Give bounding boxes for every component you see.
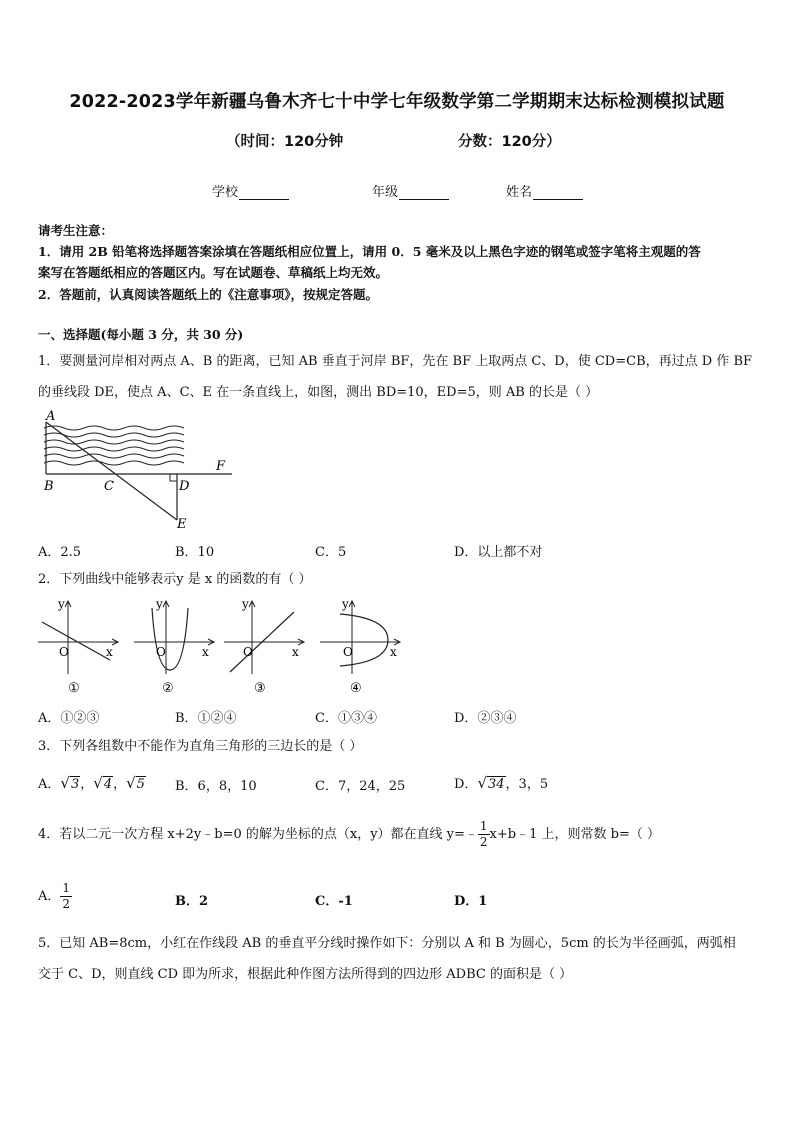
q1-line2: 的垂线段 DE，使点 A、C、E 在一条直线上，如图，测出 BD=10，ED=5，则 AB 的长是（ ） — [38, 385, 599, 400]
graph-2-number: ② — [162, 681, 174, 696]
right-angle-mark — [170, 474, 177, 481]
exam-score: 分数：120分） — [458, 134, 561, 150]
notice-item1-line2: 案写在答题纸相应的答题区内。写在试题卷、草稿纸上均无效。 — [38, 265, 389, 280]
graph-3-y-label: y — [242, 598, 249, 611]
q1-option-b[interactable]: B．10 — [175, 545, 215, 560]
river-waves — [44, 426, 184, 465]
q4-option-b[interactable]: B．2 — [175, 894, 209, 909]
q5-line2: 交于 C、D，则直线 CD 即为所求，根据此种作图方法所得到的四边形 ADBC 的面积是（ ） — [38, 967, 573, 982]
graph-4-x-label: x — [390, 645, 397, 659]
exam-title: 2022-2023学年新疆乌鲁木齐七十中学七年级数学第二学期期末达标检测模拟试题 — [69, 92, 725, 112]
sqrt-34: √34 — [477, 774, 505, 792]
section1-heading: 一、选择题(每小题 3 分，共 30 分) — [38, 327, 244, 342]
school-blank[interactable] — [239, 185, 289, 200]
q2-option-b[interactable]: B．①②④ — [175, 711, 237, 726]
q5-line1: 5．已知 AB=8cm，小红在作线段 AB 的垂直平分线时操作如下：分别以 A 和 B 为圆心，5cm 的长为半径画弧，两弧相 — [38, 936, 736, 951]
q3-line1: 3．下列各组数中不能作为直角三角形的三边长的是（ ） — [38, 739, 363, 754]
graph-3-origin: O — [243, 645, 253, 659]
grade-label: 年级 — [372, 185, 399, 200]
graph-1-origin: O — [59, 645, 69, 659]
q2-line1: 2．下列曲线中能够表示y 是 x 的函数的有（ ） — [38, 572, 312, 587]
q2-graph-4 — [318, 598, 402, 696]
q3-option-b[interactable]: B．6，8，10 — [175, 779, 257, 794]
q1-option-c[interactable]: C．5 — [315, 545, 347, 560]
q2-graph-2 — [132, 598, 216, 696]
q4-fraction: $\frac{1}{2}$ — [479, 819, 488, 849]
q4-line1: 4．若以二元一次方程 x+2y﹣b=0 的解为坐标的点（x，y）都在直线 y=﹣ $\frac{1}{2}$ x+b﹣1 上，则常数 b=（ ） — [38, 819, 660, 849]
school-label: 学校 — [212, 185, 239, 200]
school-field — [212, 181, 289, 200]
graph-4-origin: O — [343, 645, 353, 659]
q4-option-a[interactable]: A． $\frac{1}{2}$ — [38, 881, 71, 911]
graph-2-curve — [152, 608, 188, 670]
q2-graph-3 — [222, 598, 306, 696]
q2-option-a[interactable]: A．①②③ — [38, 711, 100, 726]
grade-field — [372, 181, 449, 200]
q1-option-a[interactable]: A．2.5 — [38, 545, 82, 560]
graph-1-curve — [42, 622, 110, 660]
notice-item2: 2．答题前，认真阅读答题纸上的《注意事项》，按规定答题。 — [38, 287, 378, 302]
label-c: C — [104, 479, 114, 494]
q3-option-c[interactable]: C．7，24，25 — [315, 779, 406, 794]
graph-3-x-label: x — [292, 645, 299, 659]
name-label: 姓名 — [506, 185, 533, 200]
sqrt-3: √3 — [60, 774, 80, 792]
graph-1-number: ① — [68, 681, 80, 696]
graph-3-number: ③ — [254, 681, 266, 696]
label-e: E — [177, 517, 187, 530]
q2-option-d[interactable]: D．②③④ — [454, 711, 517, 726]
q1-line1: 1．要测量河岸相对两点 A、B 的距离，已知 AB 垂直于河岸 BF，先在 BF 上取两点 C、D，使 CD=CB，再过点 D 作 BF — [38, 354, 753, 369]
label-d: D — [179, 479, 190, 494]
name-field — [506, 181, 583, 200]
notice-heading: 请考生注意： — [38, 223, 114, 238]
graph-4-number: ④ — [350, 681, 362, 696]
label-a: A — [46, 409, 56, 424]
q4-option-a-fraction: $\frac{1}{2}$ — [62, 881, 71, 911]
name-blank[interactable] — [533, 185, 583, 200]
graph-1-y-label: y — [58, 598, 65, 611]
notice-item1-line1: 1．请用 2B 铅笔将选择题答案涂填在答题纸相应位置上，请用 0．5 毫米及以上黑色字迹的钢笔或签字笔将主观题的答 — [38, 244, 701, 259]
graph-4-y-label: y — [342, 598, 349, 611]
sqrt-4: √4 — [93, 774, 113, 792]
q2-option-c[interactable]: C．①③④ — [315, 711, 377, 726]
grade-blank[interactable] — [399, 185, 449, 200]
graph-2-x-label: x — [202, 645, 209, 659]
graph-2-origin: O — [156, 645, 166, 659]
q4-option-d[interactable]: D．1 — [454, 894, 488, 909]
q4-option-c[interactable]: C．-1 — [315, 894, 353, 909]
label-f: F — [216, 459, 226, 474]
exam-time: （时间：120分钟 — [226, 134, 344, 150]
label-b: B — [44, 479, 54, 494]
q3-option-a[interactable]: A．√3，√4，√5 — [38, 774, 145, 792]
graph-2-y-label: y — [156, 598, 163, 611]
sqrt-5: √5 — [126, 774, 145, 792]
q3-option-d[interactable]: D．√34，3，5 — [454, 774, 549, 792]
q1-option-d[interactable]: D．以上都不对 — [454, 545, 543, 560]
q1-figure — [36, 408, 246, 530]
graph-1-x-label: x — [106, 645, 113, 659]
q2-graph-1 — [36, 598, 120, 696]
